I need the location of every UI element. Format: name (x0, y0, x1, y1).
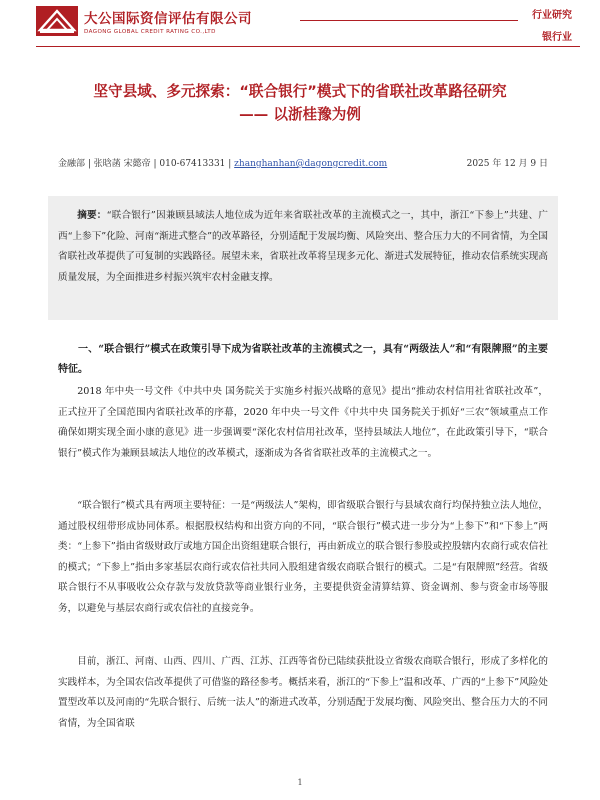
author-names: 金融部 | 张晗菡 宋懿帝 | 010-67413331 | (58, 159, 232, 169)
report-date: 2025 年 12 月 9 日 (466, 159, 548, 169)
body-paragraph-1: 2018 年中央一号文件《中共中央 国务院关于实施乡村振兴战略的意见》提出“推动农村信用社省联社改革”，正式拉开了全国范围内省联社改革的序幕，2020 年中央一号文件《中共中央 国务院关于抓好“三农”领域重点工作确保如期实现全面小康的意见》进一步强调要“深化农村信用社改革，坚持县域法人地位”，在此政策引导下，“联合银行”模式作为兼顾县域法人地位的改革模式，逐渐成为各省省联社改革的主流模式之一。 (58, 386, 548, 459)
body-paragraph-2: “联合银行”模式具有两项主要特征：一是“两级法人”架构，即省级联合银行与县域农商行均保持独立法人地位，通过股权纽带形成协同体系。根据股权结构和出资方向的不同，“联合银行”模式进一步分为“上参下”和“下参上”两类：“上参下”指由省级财政厅或地方国企出资组建联合银行，再由新成立的联合银行参股或控股辖内农商行或农信社的模式；“下参上”指由多家基层农商行或农信社共同入股组建省级农商联合银行的模式。二是“有限牌照”经营。省级联合银行不从事吸收公众存款与发放贷款等商业银行业务，主要提供资金清算结算、资金调剂、参与资金市场等服务，以避免与基层农商行或农信社的直接竞争。 (58, 500, 548, 614)
abstract-box (48, 196, 558, 320)
industry-tag: 银行业 (542, 32, 572, 43)
abstract-text (58, 206, 548, 288)
author-line (58, 156, 548, 169)
logo-name-cn: 大公国际资信评估有限公司 (84, 11, 252, 27)
company-logo (36, 6, 252, 36)
report-subtitle: —— 以浙桂豫为例 (239, 106, 361, 123)
page-number: 1 (297, 778, 303, 787)
author-email-link[interactable]: zhanghanhan@dagongcredit.com (234, 159, 388, 169)
logo-emblem-icon (36, 6, 78, 36)
abstract-body: “联合银行”因兼顾县域法人地位成为近年来省联社改革的主流模式之一，其中，浙江“下参上”共建、广西“上参下”化险、河南“渐进式整合”的改革路径，分别适配于发展均衡、风险突出、整合压力大的不同省情，为全国省联社改革提供了可复制的实践路径。展望未来，省联社改革将呈现多元化、渐进式发展特征，推动农信系统实现高质量发展，为全面推进乡村振兴筑牢农村金融支撑。 (58, 210, 548, 283)
abstract-label: 摘要： (77, 210, 107, 221)
category-tag: 行业研究 (532, 10, 572, 21)
body-paragraph-3: 目前，浙江、河南、山西、四川、广西、江苏、江西等省份已陆续获批设立省级农商联合银行，形成了多样化的实践样本，为全国农信改革提供了可借鉴的路径参考。概括来看，浙江的“下参上”温和改革、广西的“上参下”风险处置型改革以及河南的“先联合银行、后统一法人”的渐进式改革，分别适配于发展均衡、风险突出、整合压力大的不同省情，为全国省联 (58, 656, 548, 729)
report-title: 坚守县域、多元探索：“联合银行”模式下的省联社改革路径研究 (93, 83, 507, 100)
page-header (0, 0, 600, 48)
logo-name-en: DAGONG GLOBAL CREDIT RATING CO.,LTD (84, 29, 216, 35)
section-heading: 一、“联合银行”模式在政策引导下成为省联社改革的主流模式之一，具有“两级法人”和“有限牌照”的主要特征。 (58, 344, 548, 375)
header-rule-bottom (36, 46, 580, 47)
header-rule-top (300, 20, 518, 21)
